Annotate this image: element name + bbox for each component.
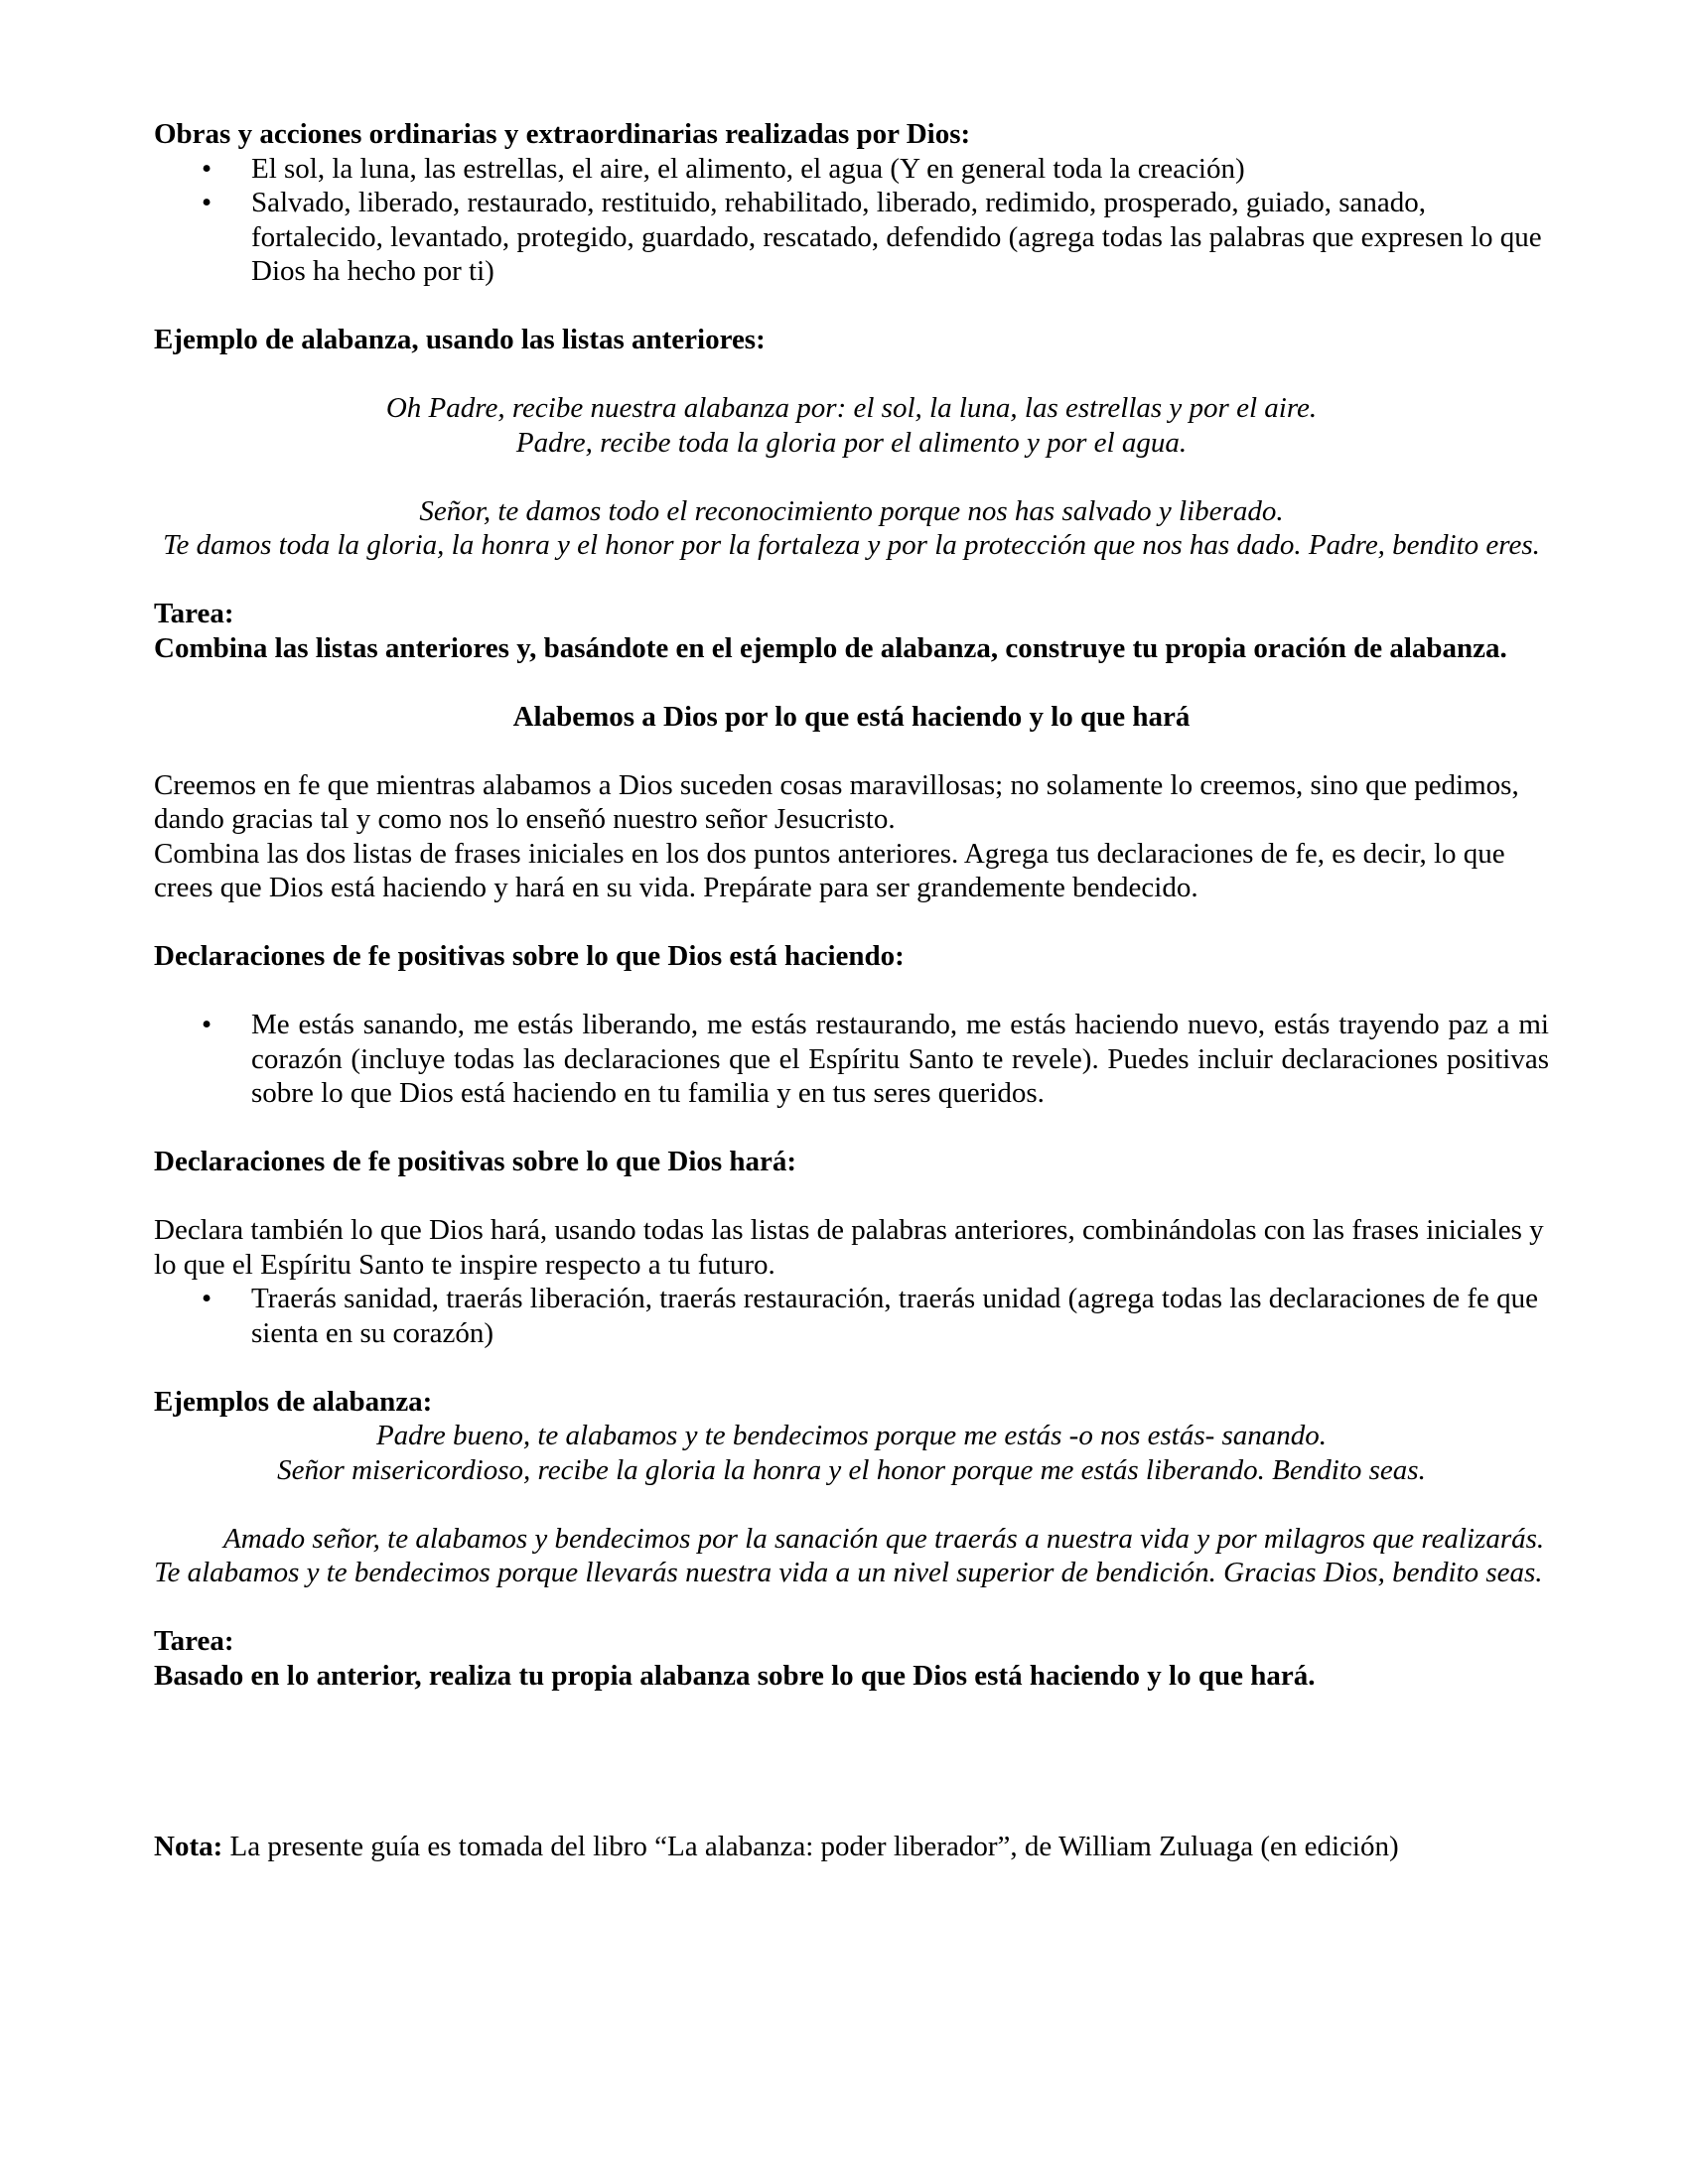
task-label: Tarea: xyxy=(154,598,234,629)
example-line: Te damos toda la gloria, la honra y el honor por la fortaleza y por la protección que nos has dado. Padre, bendito eres. xyxy=(163,529,1540,561)
list-item: • Me estás sanando, me estás liberando, me estás restaurando, me estás haciendo nuevo, estás trayendo paz a mi corazón (incluye todas las declaraciones que el Espíritu Santo te revele). Puedes incluir declaraciones positivas sobre lo que Dios está haciendo en tu familia y en tus seres queridos. xyxy=(154,1008,1549,1111)
task-label: Tarea: xyxy=(154,1625,234,1657)
works-list xyxy=(154,152,1549,289)
task-text: Combina las listas anteriores y, basándote en el ejemplo de alabanza, construye tu propia oración de alabanza. xyxy=(154,631,1507,664)
list-item: • El sol, la luna, las estrellas, el aire, el alimento, el agua (Y en general toda la creación) xyxy=(154,152,1549,187)
declarations-doing-list xyxy=(154,1008,1549,1111)
example-line: Señor, te damos todo el reconocimiento porque nos has salvado y liberado. xyxy=(419,494,1284,527)
note-label: Nota: xyxy=(154,1831,223,1862)
example-paragraph: Amado señor, te alabamos y bendecimos por la sanación que traerás a nuestra vida y por milagros que realizarás. Te alabamos y te bendecimos porque llevarás nuestra vida a un nivel superior de bendición. Gracias Dios, bendito seas. xyxy=(154,1522,1545,1588)
example-line: Oh Padre, recibe nuestra alabanza por: el sol, la luna, las estrellas y por el aire. xyxy=(385,392,1318,424)
body-paragraph: Declara también lo que Dios hará, usando todas las listas de palabras anteriores, combinándolas con las frases iniciales y lo que el Espíritu Santo te inspire respecto a tu futuro. xyxy=(154,1214,1544,1281)
document-page xyxy=(154,117,1549,1864)
example-line: Padre, recibe toda la gloria por el alimento y por el agua. xyxy=(515,426,1188,459)
declarations-will-list xyxy=(154,1282,1549,1350)
example-line: Padre bueno, te alabamos y te bendecimos porque me estás -o nos estás- sanando. xyxy=(375,1420,1328,1451)
works-heading: Obras y acciones ordinarias y extraordinarias realizadas por Dios: xyxy=(154,118,971,150)
body-paragraph: Creemos en fe que mientras alabamos a Dios suceden cosas maravillosas; no solamente lo creemos, sino que pedimos, dando gracias tal y como nos lo enseñó nuestro señor Jesucristo. xyxy=(154,768,1519,835)
list-item: • Traerás sanidad, traerás liberación, traerás restauración, traerás unidad (agrega todas las declaraciones de fe que sienta en su corazón) xyxy=(154,1282,1549,1350)
example-heading: Ejemplo de alabanza, usando las listas anteriores: xyxy=(154,324,766,355)
section-title: Alabemos a Dios por lo que está haciendo y lo que hará xyxy=(512,700,1191,733)
body-paragraph: Combina las dos listas de frases iniciales en los dos puntos anteriores. Agrega tus declaraciones de fe, es decir, lo que crees que Dios está haciendo y hará en su vida. Prepárate para ser grandemente bendecido. xyxy=(154,837,1505,903)
list-item: • Salvado, liberado, restaurado, restituido, rehabilitado, liberado, redimido, prosperado, guiado, sanado, fortalecido, levantado, protegido, guardado, rescatado, defendido (agrega todas las palabras que expresen lo que Dios ha hecho por ti) xyxy=(154,186,1549,289)
examples-heading: Ejemplos de alabanza: xyxy=(154,1385,433,1418)
task-text: Basado en lo anterior, realiza tu propia alabanza sobre lo que Dios está haciendo y lo que hará. xyxy=(154,1659,1316,1692)
note-text: La presente guía es tomada del libro “La alabanza: poder liberador”, de William Zuluaga (en edición) xyxy=(222,1831,1399,1862)
example-line: Señor misericordioso, recibe la gloria la honra y el honor porque me estás liberando. Bendito seas. xyxy=(277,1453,1426,1486)
declarations-doing-heading: Declaraciones de fe positivas sobre lo que Dios está haciendo: xyxy=(154,940,905,972)
declarations-will-heading: Declaraciones de fe positivas sobre lo que Dios hará: xyxy=(154,1146,797,1177)
note xyxy=(154,1830,1549,1864)
